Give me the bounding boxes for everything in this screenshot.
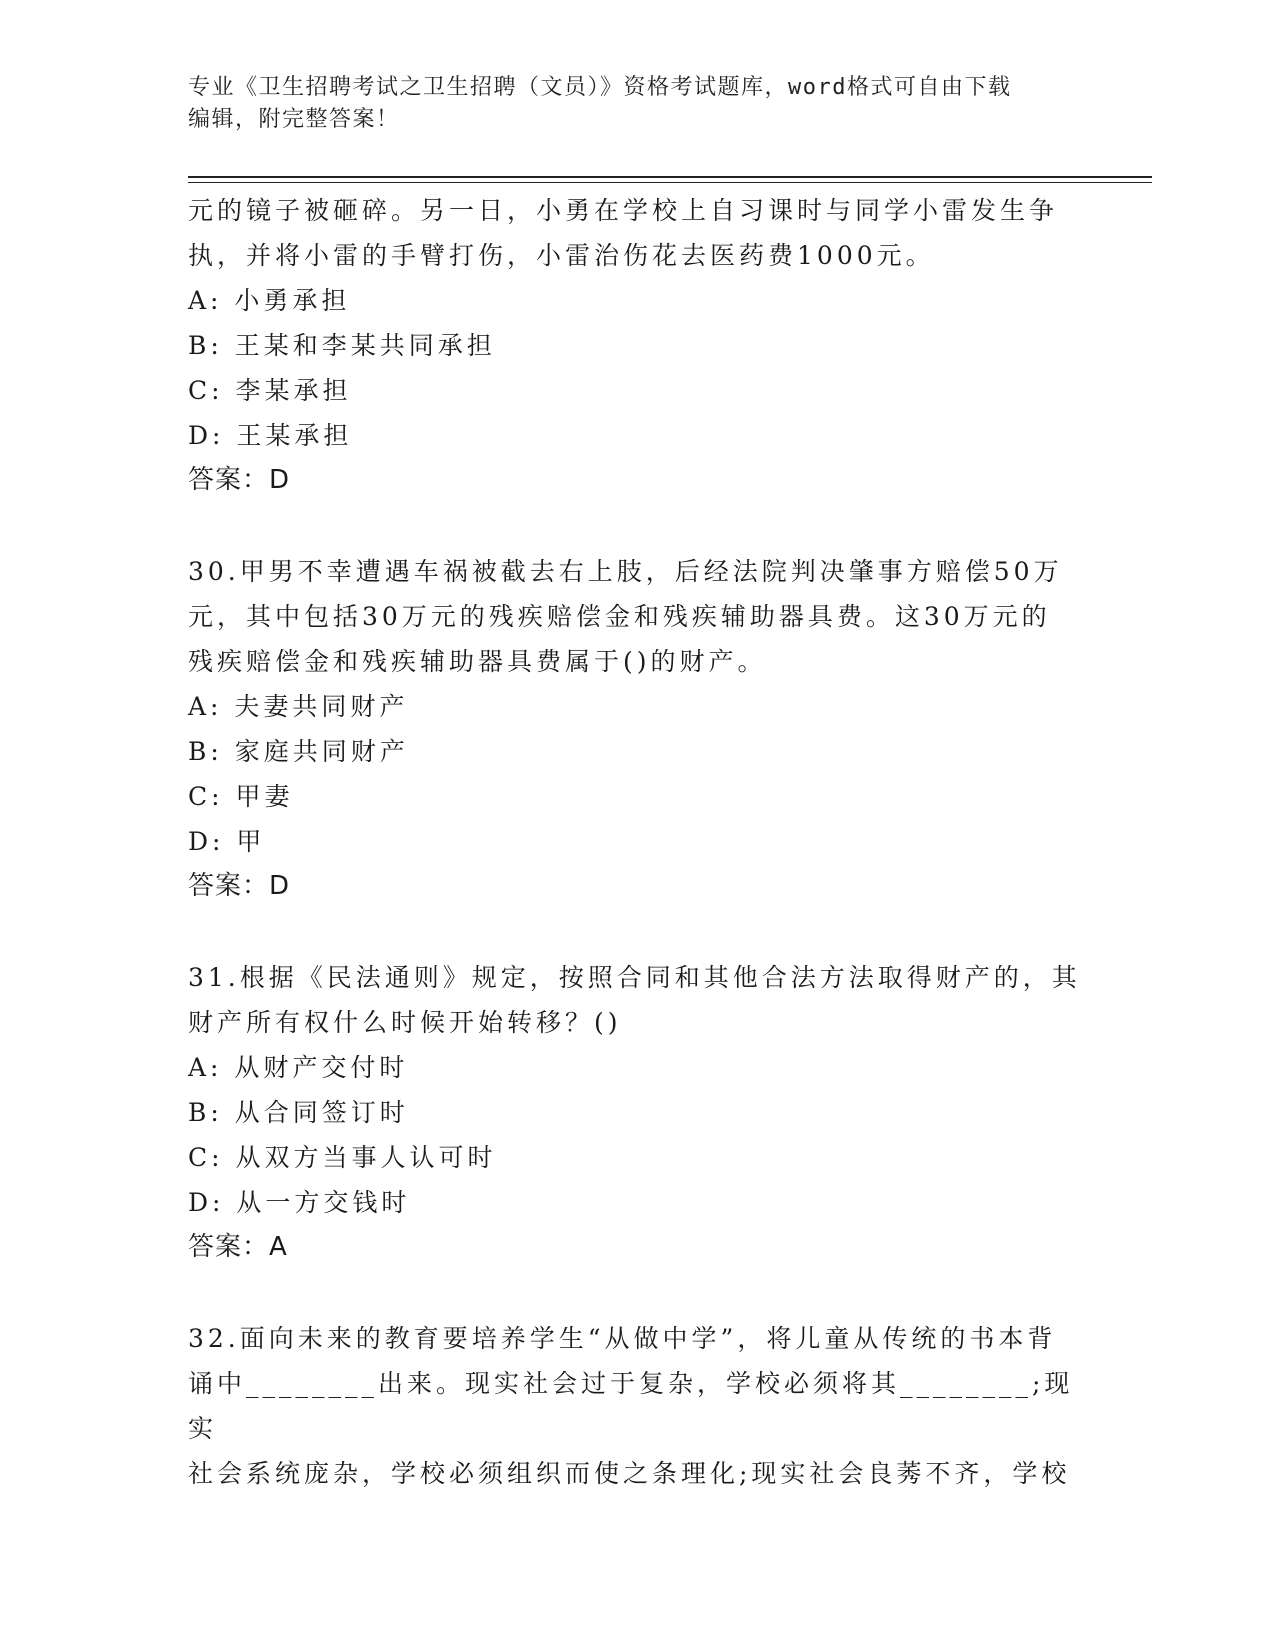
option-a: A: 夫妻共同财产 <box>188 692 409 721</box>
question-text-line: 32.面向未来的教育要培养学生“从做中学”，将儿童从传统的书本背 <box>188 1324 1057 1353</box>
header-rule-thin <box>188 182 1152 183</box>
question-text-line: 元的镜子被砸碎。另一日，小勇在学校上自习课时与同学小雷发生争 <box>188 196 1059 225</box>
option-a: A: 小勇承担 <box>188 286 351 315</box>
answer-line: 答案：A <box>188 1232 288 1262</box>
question-text-line: 31.根据《民法通则》规定，按照合同和其他合法方法取得财产的，其 <box>188 963 1081 992</box>
question-text-line: 残疾赔偿金和残疾辅助器具费属于()的财产。 <box>188 647 767 676</box>
question-text-line: 诵中________出来。现实社会过于复杂，学校必须将其________;现实 <box>188 1369 1074 1443</box>
option-b: B: 从合同签订时 <box>188 1098 409 1127</box>
option-c: C: 从双方当事人认可时 <box>188 1143 497 1172</box>
option-c: C: 甲妻 <box>188 782 294 811</box>
answer-line: 答案：D <box>188 871 291 901</box>
question-text-line: 财产所有权什么时候开始转移？() <box>188 1008 622 1037</box>
question-continued <box>188 188 1088 503</box>
header-rule-thick <box>188 176 1152 178</box>
document-body <box>188 188 1088 1496</box>
option-b: B: 王某和李某共同承担 <box>188 331 496 360</box>
question-31 <box>188 955 1088 1270</box>
question-text-line: 社会系统庞杂，学校必须组织而使之条理化;现实社会良莠不齐，学校 <box>188 1459 1071 1488</box>
option-d: D: 从一方交钱时 <box>188 1188 411 1217</box>
option-d: D: 王某承担 <box>188 421 353 450</box>
question-text-line: 执，并将小雷的手臂打伤，小雷治伤花去医药费1000元。 <box>188 241 935 270</box>
answer-line: 答案：D <box>188 465 291 495</box>
question-text-line: 30.甲男不幸遭遇车祸被截去右上肢，后经法院判决肇事方赔偿50万 <box>188 557 1063 586</box>
header-line-1: 专业《卫生招聘考试之卫生招聘（文员）》资格考试题库，word格式可自由下载 <box>188 75 1012 100</box>
question-32 <box>188 1316 1088 1496</box>
option-d: D: 甲 <box>188 827 266 856</box>
question-text-line: 元，其中包括30万元的残疾赔偿金和残疾辅助器具费。这30万元的 <box>188 602 1051 631</box>
document-header <box>188 72 1068 136</box>
option-c: C: 李某承担 <box>188 376 352 405</box>
option-a: A: 从财产交付时 <box>188 1053 409 1082</box>
question-30 <box>188 549 1088 909</box>
option-b: B: 家庭共同财产 <box>188 737 409 766</box>
header-line-2: 编辑，附完整答案！ <box>188 107 400 132</box>
